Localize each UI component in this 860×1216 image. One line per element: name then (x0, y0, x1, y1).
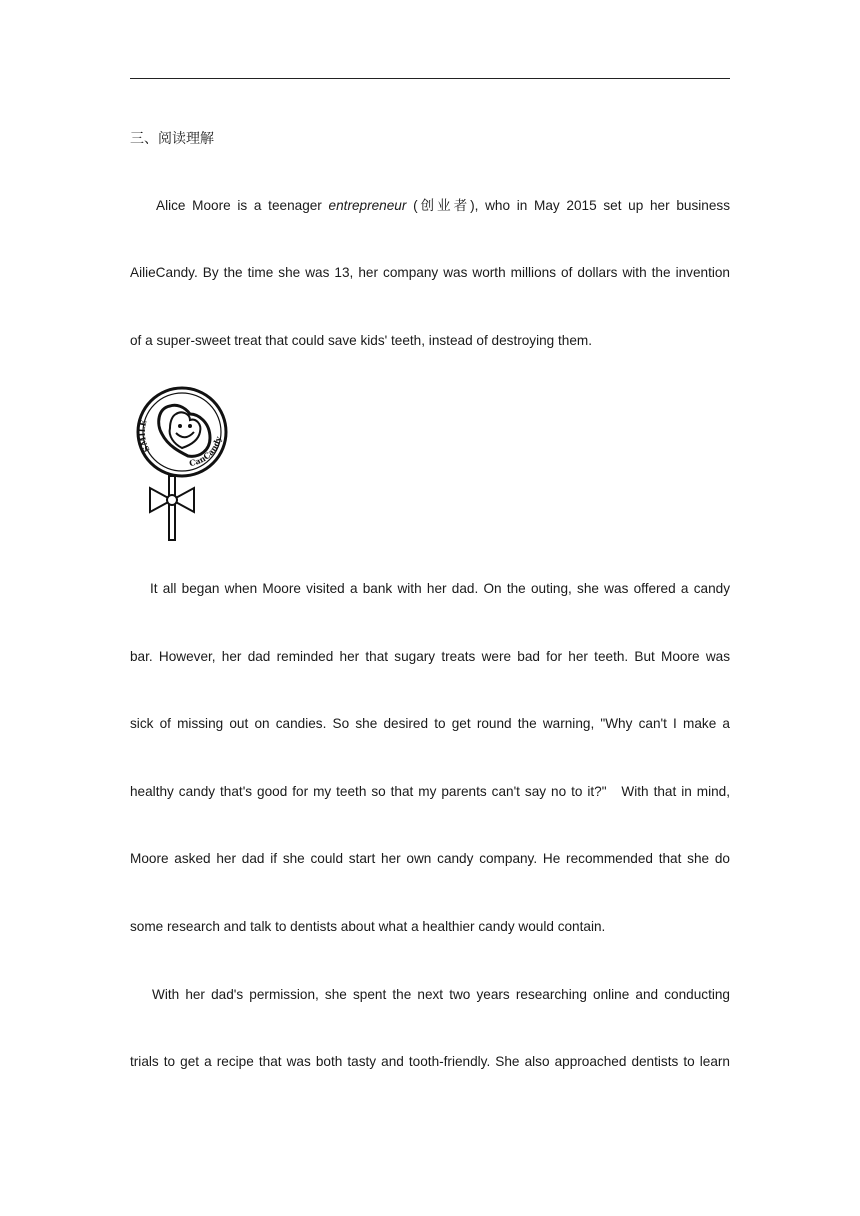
paragraph-2-line-1: It all began when Moore visited a bank with her dad. On the outing, she was offered a candy (150, 581, 730, 596)
paragraph-2-line-4: healthy candy that's good for my teeth so that my parents can't say no to it?" With that in mind, (130, 784, 730, 799)
paragraph-1-line-2: AilieCandy. By the time she was 13, her company was worth millions of dollars with the invention (130, 265, 730, 280)
paragraph-3-line-2: trials to get a recipe that was both tasty and tooth-friendly. She also approached dentists to learn (130, 1054, 730, 1069)
lollipop-logo-image (132, 384, 232, 544)
logo-text-left: SMILE (136, 418, 152, 454)
header-rule (130, 78, 730, 79)
paragraph-1-line-3: of a super-sweet treat that could save kids' teeth, instead of destroying them. (130, 333, 593, 348)
paragraph-1-line-1: Alice Moore is a teenager entrepreneur (创业者), who in May 2015 set up her business (156, 198, 730, 213)
italic-term: entrepreneur (328, 198, 407, 213)
paragraph-2-line-5: Moore asked her dad if she could start her own candy company. He recommended that she do (130, 851, 730, 866)
paragraph-2-line-6: some research and talk to dentists about what a healthier candy would contain. (130, 919, 606, 934)
section-heading: 三、阅读理解 (130, 131, 214, 147)
paragraph-2-line-3: sick of missing out on candies. So she desired to get round the warning, "Why can't I make a (130, 716, 730, 731)
paragraph-3-line-1: With her dad's permission, she spent the next two years researching online and conducting (152, 987, 730, 1002)
logo-text-right: CanCandy (188, 435, 224, 469)
paragraph-2-line-2: bar. However, her dad reminded her that sugary treats were bad for her teeth. But Moore was (130, 649, 730, 664)
